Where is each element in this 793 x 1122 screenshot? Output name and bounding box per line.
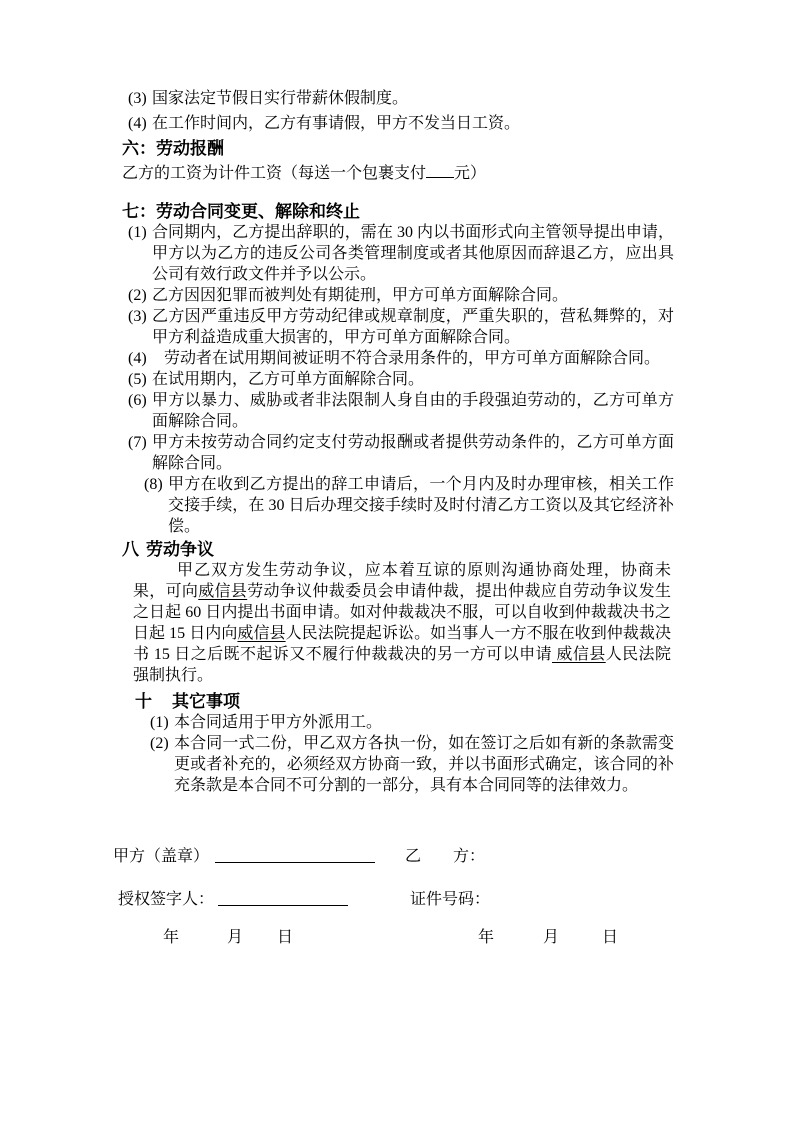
clause-7-7 <box>128 432 674 474</box>
clause-text: 本合同适用于甲方外派用工。 <box>174 714 383 731</box>
clause-number: (3) <box>128 308 147 325</box>
paragraph-text: 甲乙双方发生劳动争议，应本着互谅的原则沟通协商处理，协商未果，可向 <box>133 562 671 600</box>
wage-amount-blank <box>426 162 454 178</box>
clause-7-8 <box>144 474 674 537</box>
id-number-label: 证件号码： <box>410 891 491 908</box>
section-10-number: 十 <box>135 692 152 711</box>
paragraph-text: 劳动争议仲裁委员会申请仲裁，提出仲裁应自劳动争议发生之日起 60 日内提出书面申请。如对仲裁裁决不服，可以自收到仲裁裁决书之日起 15 日内向 <box>133 583 671 642</box>
paragraph-text: 人民法院强制执行。 <box>133 646 671 684</box>
wage-text-before: 乙方的工资为计件工资（每送一个包裹支付 <box>122 165 427 182</box>
clause-text: 甲方在收到乙方提出的辞工申请后，一个月内及时办理审核，相关工作交接手续，在 30 日后办理交接手续时及时付清乙方工资以及其它经济补偿。 <box>168 476 674 535</box>
clause-text: 甲方未按劳动合同约定支付劳动报酬或者提供劳动条件的，乙方可单方面解除合同。 <box>152 434 674 472</box>
clause-7-3 <box>128 306 674 348</box>
wage-text-after: 元） <box>454 165 487 182</box>
clause-text: 甲方以暴力、威胁或者非法限制人身自由的手段强迫劳动的，乙方可单方面解除合同。 <box>152 392 674 430</box>
section-8-number: 八 <box>122 540 139 559</box>
filled-blank-text: 威信县 <box>552 646 606 663</box>
signer-name-line <box>218 890 348 906</box>
clause-text: 劳动者在试用期间被证明不符合录用条件的，甲方可单方面解除合同。 <box>164 350 661 367</box>
clause-number: (6) <box>128 392 147 409</box>
clause-7-6 <box>128 390 674 432</box>
clause-7-1 <box>128 222 674 285</box>
party-a-date-year: 年 <box>163 929 180 946</box>
clause-number: (8) <box>144 476 163 493</box>
filled-blank-text: 威信县 <box>198 583 248 600</box>
clause-number: (7) <box>128 434 147 451</box>
clause-10-1 <box>150 712 674 733</box>
clause-10-2 <box>150 733 674 796</box>
clause-number: (5) <box>128 371 147 388</box>
clause-number: (3) <box>128 90 147 107</box>
clause-text: 国家法定节假日实行带薪休假制度。 <box>152 90 409 107</box>
section-8-heading <box>122 539 674 560</box>
intro-block <box>122 86 674 186</box>
clause-text: 乙方因严重违反甲方劳动纪律或规章制度，严重失职的，营私舞弊的，对甲方利益造成重大损害的，甲方可单方面解除合同。 <box>152 308 674 346</box>
clause-text: 本合同一式二份，甲乙双方各执一份，如在签订之后如有新的条款需变更或者补充的，必须经双方协商一致，并以书面形式确定，该合同的补充条款是本合同不可分割的一部分，具有本合同同等的法律效力。 <box>174 735 674 794</box>
clause-number: (1) <box>128 224 147 241</box>
party-a-date-day: 日 <box>277 929 294 946</box>
section-6-heading: 六：劳动报酬 <box>122 139 224 158</box>
filled-blank-text: 威信县 <box>237 625 286 642</box>
document-content <box>122 86 674 796</box>
party-b-date-month: 月 <box>543 929 560 946</box>
clause-intro-4 <box>128 111 674 136</box>
clause-number: (4) <box>128 350 147 367</box>
party-b-label: 乙 方： <box>405 848 486 865</box>
section-10-title: 其它事项 <box>172 692 240 711</box>
signature-row-3 <box>113 924 693 946</box>
clause-text: 在试用期内，乙方可单方面解除合同。 <box>152 371 425 388</box>
clause-text: 乙方因因犯罪而被判处有期徒刑，甲方可单方面解除合同。 <box>152 287 569 304</box>
section-8-title: 劳动争议 <box>146 540 214 559</box>
clause-text: 合同期内，乙方提出辞职的，需在 30 内以书面形式向主管领导提出申请，甲方以为乙方的违反公司各类管理制度或者其他原因而辞退乙方，应出具公司有效行政文件并予以公示。 <box>152 224 674 283</box>
signature-block <box>113 843 693 946</box>
party-b-date-day: 日 <box>602 929 619 946</box>
wage-line <box>122 161 674 186</box>
clause-number: (2) <box>150 735 169 752</box>
signer-label: 授权签字人： <box>118 891 215 908</box>
clause-7-4 <box>128 348 674 369</box>
section-7-heading: 七：劳动合同变更、解除和终止 <box>122 202 360 221</box>
party-a-label: 甲方（盖章） <box>113 848 210 865</box>
dispute-paragraph <box>133 560 671 686</box>
main-block <box>122 201 674 796</box>
party-a-signature-line <box>215 847 375 863</box>
paragraph-text: 人民法院提起诉讼。如当事人一方不服在收到仲裁裁决书 15 日之后既不起诉又不履行仲裁裁决的另一方可以申请 <box>133 625 671 663</box>
clause-7-5 <box>128 369 674 390</box>
party-b-date-year: 年 <box>478 929 495 946</box>
clause-text: 在工作时间内，乙方有事请假，甲方不发当日工资。 <box>152 115 521 132</box>
clause-number: (1) <box>150 714 169 731</box>
signature-row-1 <box>113 843 693 865</box>
clause-number: (4) <box>128 115 147 132</box>
party-a-date-month: 月 <box>227 929 244 946</box>
clause-intro-3 <box>128 86 674 111</box>
section-10-heading <box>135 691 674 712</box>
clause-number: (2) <box>128 287 147 304</box>
signature-row-2 <box>113 886 693 908</box>
clause-7-2 <box>128 285 674 306</box>
